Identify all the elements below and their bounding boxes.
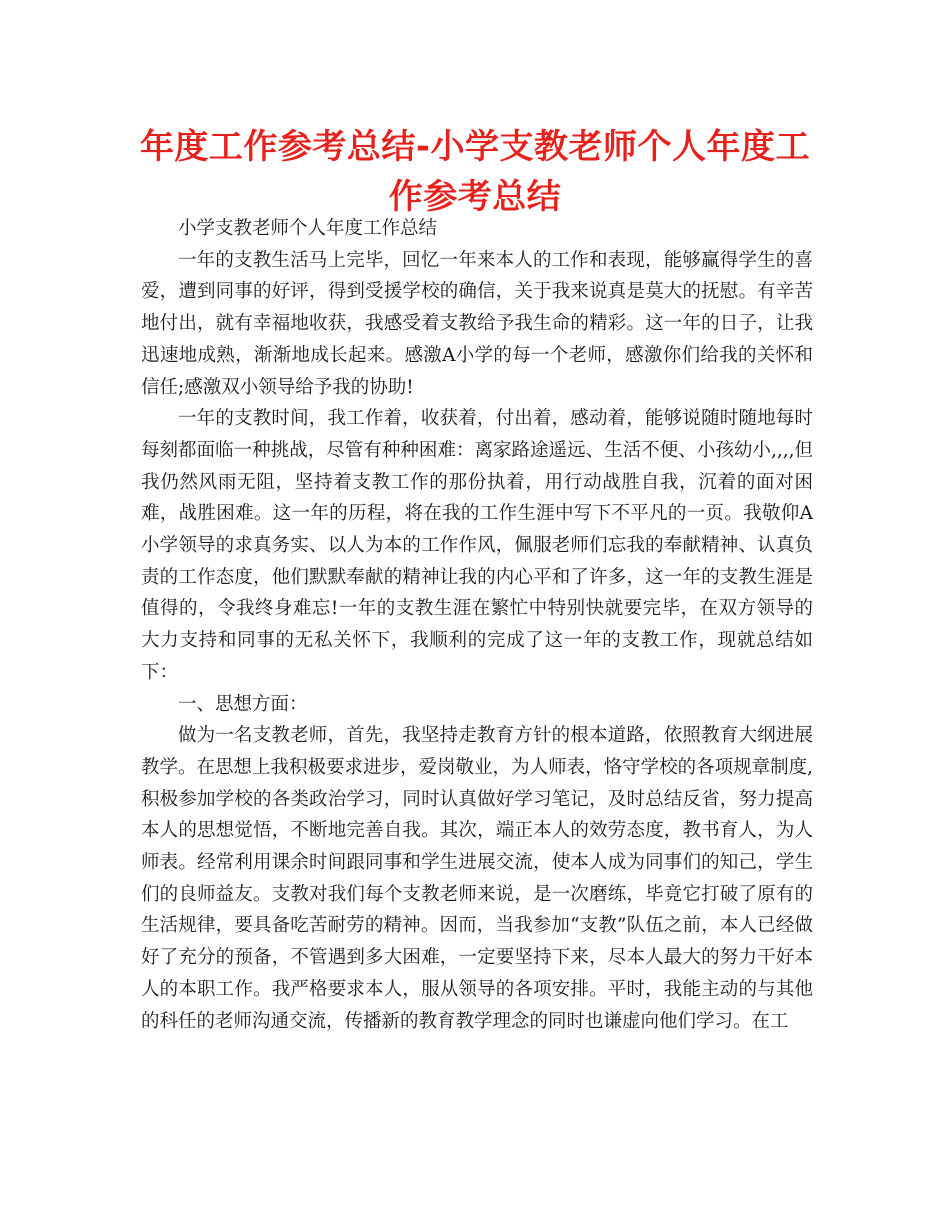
section-heading-thought: 一、思想方面： [178, 693, 308, 715]
document-title: 年度工作参考总结-小学支教老师个人年度工作参考总结 [139, 127, 811, 217]
paragraph-subtitle: 小学支教老师个人年度工作总结 [178, 218, 438, 239]
paragraph-thought: 做为一名支教老师，首先，我坚持走教育方针的根本道路，依照教育大纲进展教学。在思想上我积极要求进步，爱岗敬业，为人师表，恪守学校的各项规章制度,积极参加学校的各类政治学习，同时认真做好学习笔记，及时总结反省，努力提高本人的思想觉悟，不断地完善自我。其次，端正本人的效劳态度，教书育人，为人师表。经常利用课余时间跟同事和学生进展交流，使本人成为同事们的知己，学生们的良师益友。支教对我们每个支教老师来说，是一次磨练，毕竟它打破了原有的生活规律，要具备吃苦耐劳的精神。因而，当我参加“支教”队伍之前，本人已经做好了充分的预备，不管遇到多大困难，一定要坚持下来，尽本人最大的努力干好本人的本职工作。我严格要求本人，服从领导的各项安排。平时，我能主动的与其他的科任的老师沟通交流，传播新的教育教学理念的同时也谦虚向他们学习。在工 [141, 725, 813, 1032]
paragraph-reflection: 一年的支教时间，我工作着，收获着，付出着，感动着，能够说随时随地每时每刻都面临一种挑战，尽管有种种困难：离家路途遥远、生活不便、小孩幼小,,,,但我仍然风雨无阻，坚持着支教工作的那份执着，用行动战胜自我，沉着的面对困难，战胜困难。这一年的历程，将在我的工作生涯中写下不平凡的一页。我敬仰A小学领导的求真务实、以人为本的工作作风，佩服老师们忘我的奉献精神、认真负责的工作态度，他们默默奉献的精神让我的内心平和了许多，这一年的支教生涯是值得的，令我终身难忘!一年的支教生涯在繁忙中特别快就要完毕，在双方领导的大力支持和同事的无私关怀下，我顺利的完成了这一年的支教工作，现就总结如下： [141, 408, 813, 683]
document-body [141, 213, 813, 1037]
paragraph-intro: 一年的支教生活马上完毕，回忆一年来本人的工作和表现，能够赢得学生的喜爱，遭到同事的好评，得到受援学校的确信，关于我来说真是莫大的抚慰。有辛苦地付出，就有幸福地收获，我感受着支教给予我生命的精彩。这一年的日子，让我迅速地成熟，渐渐地成长起来。感激A小学的每一个老师，感激你们给我的关怀和信任;感激双小领导给予我的协助! [141, 249, 813, 398]
